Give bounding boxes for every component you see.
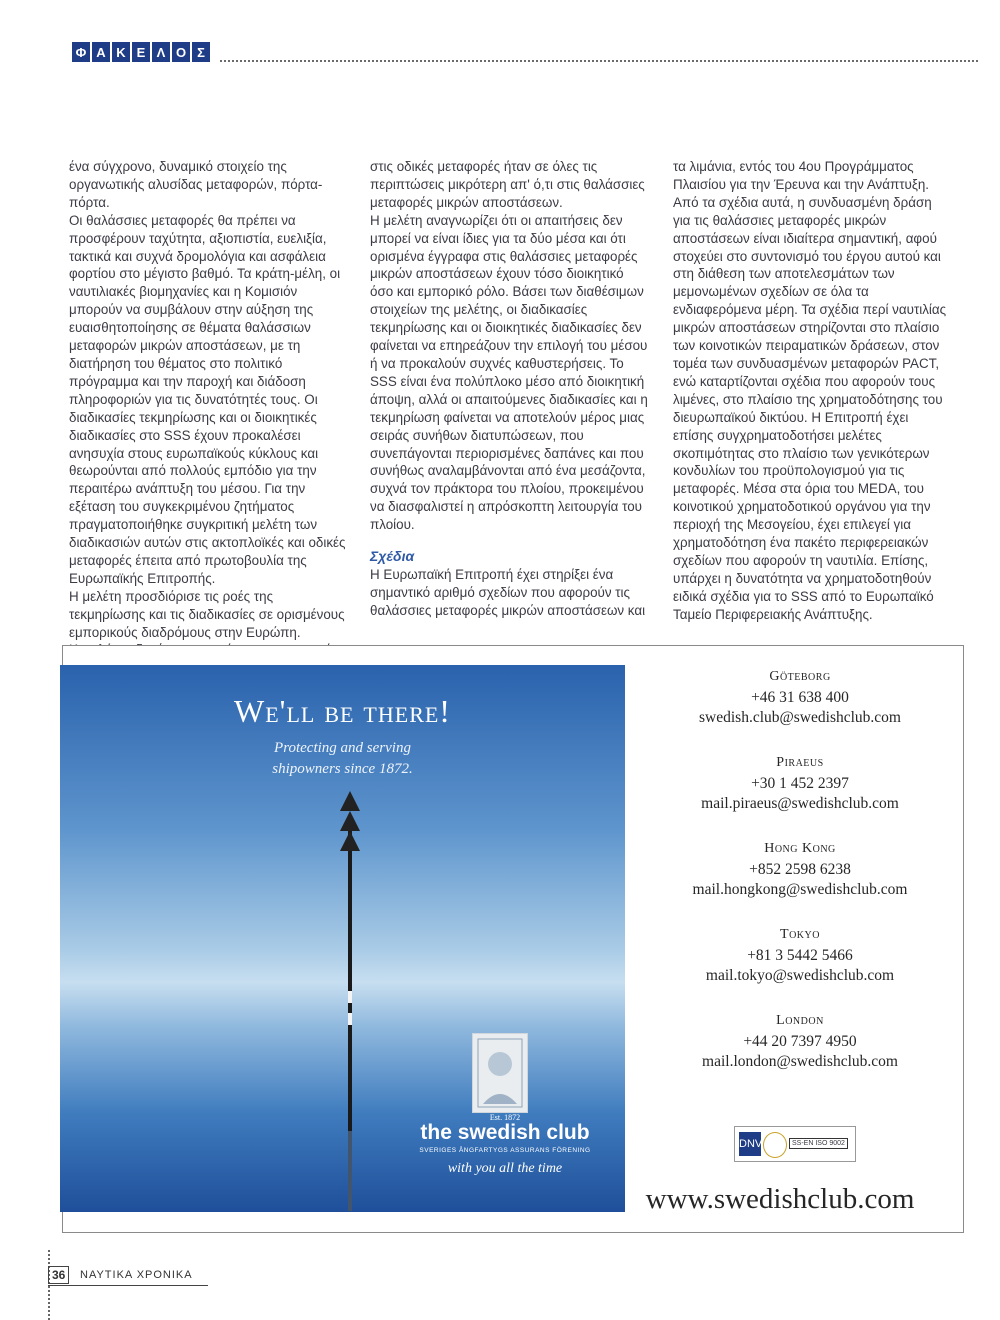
- office-entry: [650, 1010, 950, 1090]
- office-city: Piraeus: [776, 755, 824, 770]
- office-city: Tokyo: [780, 927, 820, 942]
- article-column-3: [673, 158, 951, 624]
- subheading: Σχέδια: [370, 548, 415, 565]
- ad-subline: [60, 738, 625, 780]
- logo-est: Est. 1872: [489, 1113, 521, 1122]
- ad-subline-line: shipowners since 1872.: [272, 761, 413, 777]
- office-email: mail.tokyo@swedishclub.com: [705, 967, 895, 984]
- website-url: www.swedishclub.com: [645, 1183, 915, 1215]
- ad-subline-line: Protecting and serving: [274, 740, 411, 756]
- office-phone: +30 1 452 2397: [751, 775, 849, 792]
- article-column-2: [370, 158, 648, 620]
- iso-label: SS-EN ISO 9002: [789, 1138, 848, 1149]
- certification-badges: [734, 1126, 856, 1162]
- office-entry: [650, 666, 950, 746]
- article-paragraph: Η μελέτη αναγνωρίζει ότι οι απαιτήσεις δεν μπορεί να είναι ίδιες για τα δύο μέσα και ότι ορισμένα έγγραφα στις θαλάσσιες μεταφορές μικρών αποστάσεων έχουν τόσο διοικητικό όσο και εμπορικό ρόλο. Βάσει των διαθέσιμων στοιχείων της μελέτης, οι διαδικασίες τεκμηρίωσης και οι διοικητικές διαδικασίες δεν φαίνεται να επηρεάζουν την επιλογή του μέσου ή να προκαλούν συχνές καθυστερήσεις. Το SSS είναι ένα πολύπλοκο μέσο από διοικητική άποψη, αλλά οι απαιτούμενες διαδικασίες και η τεκμηρίωση φαίνεται να αποτελούν μέρος μιας σειράς συνήθων διατυπώσεων, που συνεπάγονται περιορισμένες δαπάνες και που συνήθως αναλαμβάνονται από ένα μεσάζοντα, συχνά τον πράκτορα του πλοίου, προκειμένου να διασφαλιστεί η απρόσκοπτη λειτουργία του πλοίου.: [370, 212, 648, 533]
- section-letter: Σ: [192, 42, 210, 62]
- section-title: [72, 42, 210, 62]
- article-paragraph: Η μελέτη προσδιόρισε τις ροές της τεκμηρίωσης και τις διαδικασίες σε ορισμένους εμπορικούς διαδρόμους στην Ευρώπη.: [69, 588, 345, 640]
- office-list: [650, 660, 950, 1090]
- club-emblem-icon: [472, 1033, 528, 1113]
- page-number: 36: [48, 1266, 69, 1284]
- article-paragraph: τα λιμάνια, εντός του 4ου Προγράμματος Πλαισίου για την Έρευνα και την Ανάπτυξη. Από τα σχέδια αυτά, η συνδυασμένη δράση για τις θαλάσσιες μεταφορές μικρών αποστάσεων είναι ιδιαίτερα σημαντική, αφού στοχεύει στο συντονισμό του έργου αυτού και στη διάθεση των αποτελεσμάτων των μεμονωμένων σχεδίων σε όλα τα ενδιαφερόμενα μέρη. Τα σχέδια περί ναυτιλίας μικρών αποστάσεων στηρίζονται στο πλαίσιο των κοινοτικών πειραματικών δράσεων, στον τομέα των συνδυασμένων μεταφορών PACT, ενώ καταρτίζονται σχέδια που αφορούν τους λιμένες, στο πλαίσιο της χρηματοδότησης του διευρωπαϊκού δικτύου. Η Επιτροπή έχει επίσης συγχρηματοδοτήσει μελέτες σκοπιμότητας στο πλαίσιο των γενικότερων κονδυλίων του προϋπολογισμού για τις μεταφορές. Μέσα στα όρια του MEDA, του κοινοτικού χρηματοδοτικού οργάνου για την περιοχή της Μεσογείου, έχει επιλεγεί για χρηματοδότηση ένα πακέτο περιφερειακών σχεδίων που αφορούν τη ναυτιλία. Επίσης, υπάρχει η δυνατότητα να χρηματοδοτηθούν ειδικά σχέδια για το SSS από το Ευρωπαϊκό Ταμείο Περιφερειακής Ανάπτυξης.: [673, 159, 947, 622]
- logo-tagline: SVERIGES ÅNGFARTYGS ASSURANS FÖRENING: [419, 1147, 591, 1154]
- article-paragraph: στις οδικές μεταφορές ήταν σε όλες τις περιπτώσεις μικρότερη απ' ό,τι στις θαλάσσιες μεταφορές μικρών αποστάσεων.: [370, 159, 645, 210]
- article-paragraph: Η Ευρωπαϊκή Επιτροπή έχει στηρίξει ένα σημαντικό αριθμό σχεδίων που αφορούν τις θαλάσσιες μεταφορές μικρών αποστάσεων και: [370, 566, 646, 618]
- office-phone: +81 3 5442 5466: [747, 947, 853, 964]
- office-phone: +852 2598 6238: [749, 861, 851, 878]
- article-paragraph: ένα σύγχρονο, δυναμικό στοιχείο της οργανωτικής αλυσίδας μεταφορών, πόρτα-πόρτα.: [69, 159, 323, 210]
- section-letter: Ο: [172, 42, 190, 62]
- office-phone: +44 20 7397 4950: [743, 1033, 857, 1050]
- office-entry: [650, 838, 950, 918]
- office-entry: [650, 752, 950, 832]
- logo-brand: the swedish club: [420, 1121, 590, 1144]
- office-city: London: [776, 1013, 824, 1028]
- buoy-marker-icon: [330, 791, 370, 1211]
- office-phone: +46 31 638 400: [751, 689, 849, 706]
- section-header: [70, 40, 978, 66]
- office-email: mail.hongkong@swedishclub.com: [692, 881, 908, 898]
- logo-slogan: with you all the time: [447, 1161, 563, 1176]
- footer-rule: [48, 1285, 208, 1286]
- section-letter: Λ: [152, 42, 170, 62]
- office-city: Hong Kong: [764, 841, 836, 856]
- office-email: mail.london@swedishclub.com: [702, 1053, 898, 1070]
- office-email: swedish.club@swedishclub.com: [699, 709, 901, 726]
- ad-photo: [60, 665, 625, 1212]
- section-letter: Α: [92, 42, 110, 62]
- section-letter: Φ: [72, 42, 90, 62]
- header-divider: [220, 60, 978, 62]
- swedish-club-logo: [400, 1033, 610, 1203]
- article-paragraph: Οι θαλάσσιες μεταφορές θα πρέπει να προσφέρουν ταχύτητα, αξιοπιστία, ευελιξία, τακτικά και συχνά δρομολόγια και ασφάλεια φορτίου στο μέγιστο βαθμό. Τα κράτη-μέλη, οι ναυτιλιακές βιομηχανίες και η Κομισιόν μπορούν να συμβάλουν στην αύξηση της ευαισθητοποίησης σε θέματα θαλάσσιων μεταφορών μικρών αποστάσεων, με τη διατήρηση του θέματος στο πολιτικό πρόγραμμα και την παροχή και διάδοση πληροφοριών για τις δυνατότητές τους. Οι διαδικασίες τεκμηρίωσης και οι διοικητικές διαδικασίες στο SSS έχουν προκαλέσει ανησυχία στους ευρωπαϊκούς κύκλους και θεωρούνται από πολλούς εμπόδιο για την περαιτέρω ανάπτυξη του μέσου. Για την εξέταση του συγκεκριμένου ζητήματος πραγματοποιήθηκε συγκριτική μελέτη των διαδικασιών αυτών στις ακτοπλοϊκές και οδικές μεταφορές έπειτα από πρωτοβουλία της Ευρωπαϊκής Επιτροπής.: [69, 212, 346, 586]
- dnv-badge-icon: DNV: [739, 1132, 761, 1156]
- office-entry: [650, 924, 950, 1004]
- section-letter: Ε: [132, 42, 150, 62]
- office-city: Göteborg: [769, 669, 831, 684]
- office-email: mail.piraeus@swedishclub.com: [701, 795, 899, 812]
- publication-name: ΝΑΥΤΙΚΑ ΧΡΟΝΙΚΑ: [80, 1269, 193, 1281]
- ad-headline: We'll be there!: [234, 693, 451, 729]
- certification-seal-icon: [763, 1132, 787, 1158]
- article-column-1: [69, 158, 347, 659]
- section-letter: Κ: [112, 42, 130, 62]
